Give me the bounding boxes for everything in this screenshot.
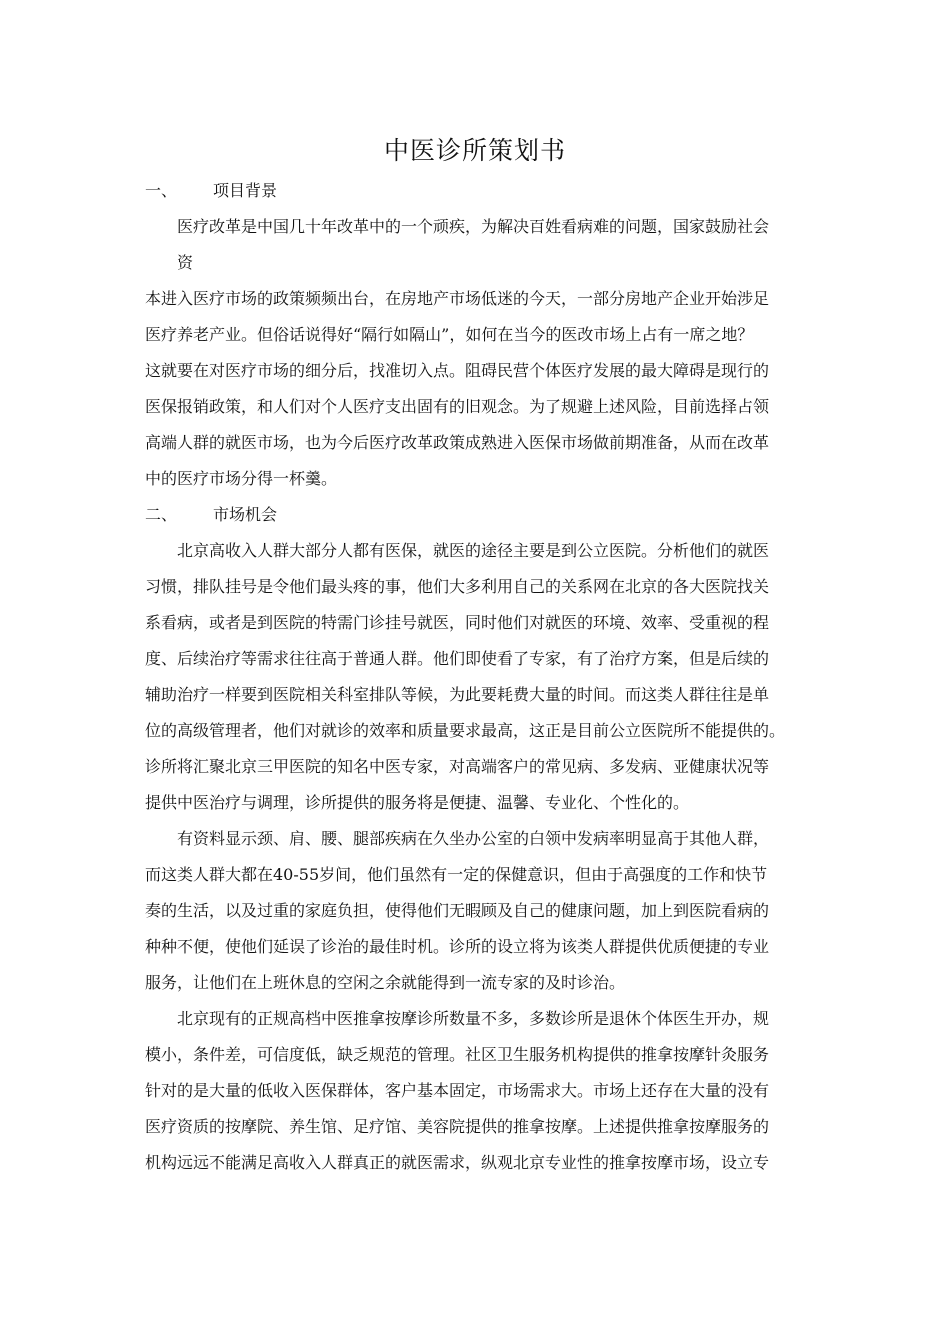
paragraph-line: 医疗养老产业。但俗话说得好“隔行如隔山”，如何在当今的医改市场上占有一席之地？ [145,325,754,344]
paragraph-line: 针对的是大量的低收入医保群体，客户基本固定，市场需求大。市场上还存在大量的没有 [145,1081,770,1100]
document-title: 中医诊所策划书 [383,136,566,165]
section-title: 项目背景 [213,181,278,200]
paragraph-line: 提供中医治疗与调理，诊所提供的服务将是便捷、温馨、专业化、个性化的。 [145,793,690,812]
paragraph-line: 位的高级管理者，他们对就诊的效率和质量要求最高，这正是目前公立医院所不能提供的。 [145,721,786,740]
document-body [145,173,810,1181]
market-paragraph-3 [145,1001,810,1181]
paragraph-line: 模小，条件差，可信度低，缺乏规范的管理。社区卫生服务机构提供的推拿按摩针灸服务 [145,1045,770,1064]
paragraph-line: 北京高收入人群大部分人都有医保，就医的途径主要是到公立医院。分析他们的就医 [177,541,770,560]
section-number: 二、 [145,505,178,524]
section-background-paragraph [145,209,810,497]
section-number: 一、 [145,181,178,200]
paragraph-line: 中的医疗市场分得一杯羹。 [145,469,338,488]
paragraph-line: 种种不便，使他们延误了诊治的最佳时机。诊所的设立将为该类人群提供优质便捷的专业 [145,937,770,956]
paragraph-line: 服务，让他们在上班休息的空闲之余就能得到一流专家的及时诊治。 [145,973,626,992]
paragraph-line: 医疗改革是中国几十年改革中的一个顽疾，为解决百姓看病难的问题，国家鼓励社会 [177,217,770,236]
paragraph-line: 本进入医疗市场的政策频频出台，在房地产市场低迷的今天，一部分房地产企业开始涉足 [145,289,770,308]
paragraph-line: 医保报销政策，和人们对个人医疗支出固有的旧观念。为了规避上述风险，目前选择占领 [145,397,770,416]
paragraph-line: 奏的生活，以及过重的家庭负担，使得他们无暇顾及自己的健康问题，加上到医院看病的 [145,901,770,920]
paragraph-line: 机构远远不能满足高收入人群真正的就医需求，纵观北京专业性的推拿按摩市场，设立专 [145,1153,770,1172]
paragraph-line: 资 [177,253,194,272]
paragraph-line: 辅助治疗一样要到医院相关科室排队等候，为此要耗费大量的时间。而这类人群往往是单 [145,685,770,704]
market-paragraph-2 [145,821,810,1001]
section-heading-background [145,173,810,209]
paragraph-line: 习惯，排队挂号是令他们最头疼的事，他们大多利用自己的关系网在北京的各大医院找关 [145,577,770,596]
paragraph-line: 度、后续治疗等需求往往高于普通人群。他们即使看了专家，有了治疗方案，但是后续的 [145,649,770,668]
section-title: 市场机会 [213,505,278,524]
paragraph-line: 而这类人群大都在40-55岁间，他们虽然有一定的保健意识，但由于高强度的工作和快节 [145,865,768,884]
paragraph-line: 高端人群的就医市场，也为今后医疗改革政策成熟进入医保市场做前期准备，从而在改革 [145,433,770,452]
market-paragraph-1 [145,533,810,821]
paragraph-line: 系看病，或者是到医院的特需门诊挂号就医，同时他们对就医的环境、效率、受重视的程 [145,613,770,632]
paragraph-line: 有资料显示颈、肩、腰、腿部疾病在久坐办公室的白领中发病率明显高于其他人群， [177,829,770,848]
paragraph-line: 诊所将汇聚北京三甲医院的知名中医专家，对高端客户的常见病、多发病、亚健康状况等 [145,757,770,776]
paragraph-line: 医疗资质的按摩院、养生馆、足疗馆、美容院提供的推拿按摩。上述提供推拿按摩服务的 [145,1117,770,1136]
paragraph-line: 这就要在对医疗市场的细分后，找准切入点。阻碍民营个体医疗发展的最大障碍是现行的 [145,361,770,380]
section-heading-market [145,497,810,533]
paragraph-line: 北京现有的正规高档中医推拿按摩诊所数量不多，多数诊所是退休个体医生开办，规 [177,1009,770,1028]
